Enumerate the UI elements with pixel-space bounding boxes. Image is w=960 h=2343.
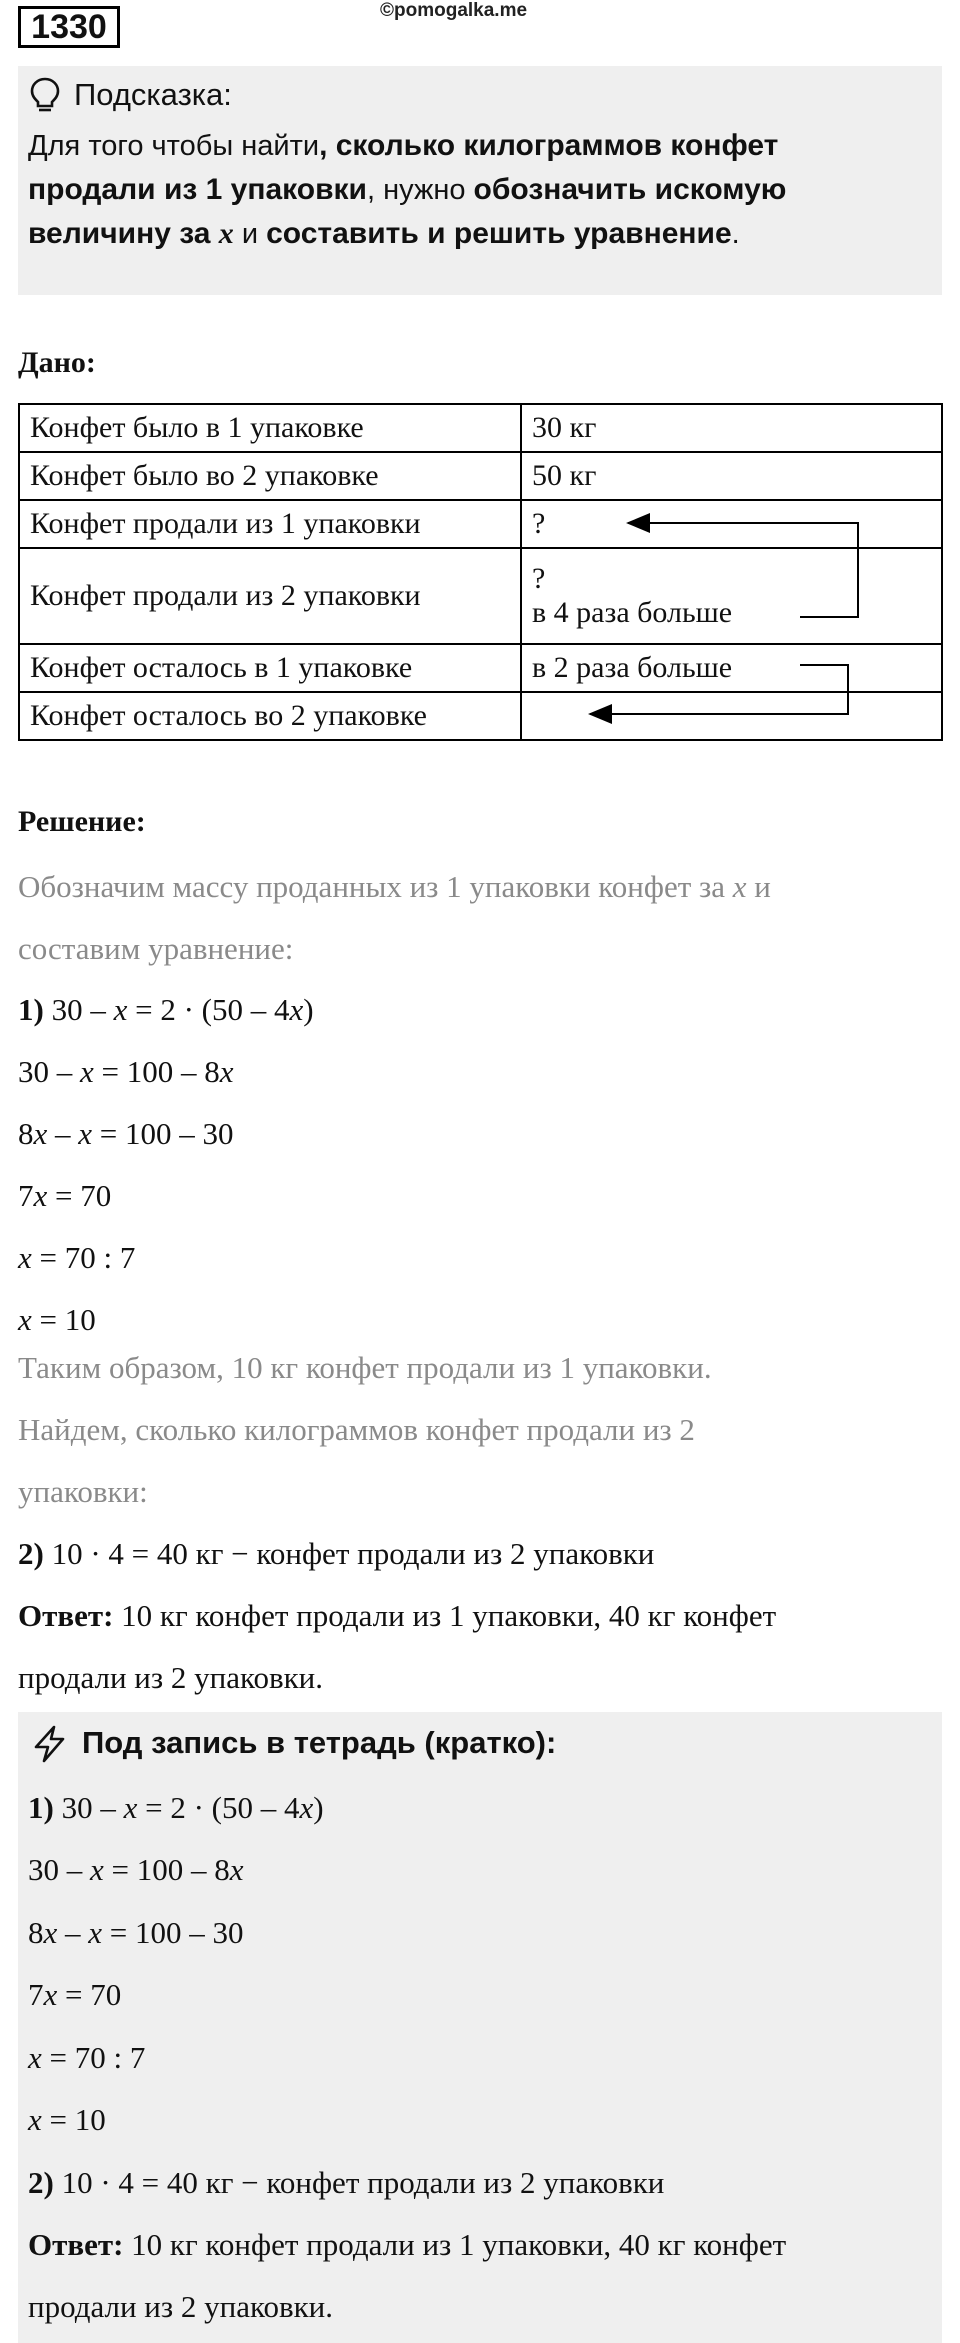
hint-text-bold: обозначить искомую	[473, 173, 787, 206]
answer-line-2: продали из 2 упаковки.	[18, 1660, 324, 1695]
table-row	[19, 644, 942, 692]
answer-text: 10 кг конфет продали из 1 упаковки, 40 кг конфет	[123, 2227, 787, 2262]
eq-part: = 2 · (50 – 4	[127, 992, 290, 1027]
note-equation-3	[28, 1913, 244, 1953]
variable-x: x	[28, 2040, 42, 2075]
variable-x: x	[33, 1178, 48, 1213]
variable-x: x	[18, 1302, 32, 1337]
variable-x: x	[732, 869, 747, 904]
variable-x: x	[113, 992, 128, 1027]
eq-part: 10 · 4 = 40 кг − конфет продали из 2 упаковки	[43, 1536, 655, 1571]
step-number: 1)	[18, 992, 44, 1027]
eq-part: = 100 – 30	[102, 1915, 244, 1950]
step-number: 2)	[18, 1536, 44, 1571]
step-number: 1)	[28, 1790, 54, 1825]
find-line-2: упаковки:	[18, 1474, 148, 1509]
equation-6	[18, 1300, 96, 1340]
eq-part: = 10	[41, 2102, 106, 2137]
hint-text-bold: продали из 1 упаковки	[28, 173, 367, 206]
hint-text-bold: величину за	[28, 217, 219, 250]
task-number: 1330	[18, 6, 120, 48]
eq-part: 7	[28, 1977, 44, 2012]
eq-part: = 100 – 8	[103, 1852, 230, 1887]
given-row-value: в 2 раза больше	[521, 644, 942, 692]
answer-text: 10 кг конфет продали из 1 упаковки, 40 кг конфет	[113, 1598, 777, 1633]
variable-x: x	[80, 1054, 94, 1089]
eq-part: )	[303, 992, 314, 1027]
given-value-line: ?	[532, 562, 546, 595]
watermark: ©pomogalka.me	[380, 0, 528, 21]
table-row	[19, 548, 942, 644]
table-row	[19, 404, 942, 452]
equation-2	[18, 1052, 234, 1092]
note-title: Под запись в тетрадь (кратко):	[82, 1725, 557, 1760]
step-2	[18, 1534, 654, 1574]
eq-part: = 70	[47, 1178, 112, 1213]
eq-part: 30 –	[28, 1852, 90, 1887]
equation-4	[18, 1176, 111, 1216]
variable-x: x	[33, 1116, 48, 1151]
eq-part: = 100 – 8	[93, 1054, 220, 1089]
text-part: Обозначим массу проданных из 1 упаковки конфет за	[18, 869, 733, 904]
given-row-label: Конфет осталось во 2 упаковке	[19, 692, 521, 740]
equation-1	[18, 990, 314, 1030]
solution-intro-2: составим уравнение:	[18, 931, 294, 966]
variable-x: x	[28, 2102, 42, 2137]
variable-x: x	[78, 1116, 93, 1151]
equation-5	[18, 1238, 135, 1278]
solution-label: Решение:	[18, 805, 146, 838]
eq-part: = 70 : 7	[41, 2040, 146, 2075]
hint-text-part: , нужно	[366, 174, 474, 206]
given-row-value: 30 кг	[521, 404, 942, 452]
note-equation-6	[28, 2100, 106, 2140]
given-row-label: Конфет было в 1 упаковке	[19, 404, 521, 452]
eq-part: –	[57, 1915, 89, 1950]
eq-part: = 70	[57, 1977, 122, 2012]
eq-part: 30 –	[53, 1790, 124, 1825]
eq-part: 30 –	[43, 992, 114, 1027]
eq-part: 8	[18, 1116, 34, 1151]
given-row-label: Конфет продали из 1 упаковки	[19, 500, 521, 548]
hint-text	[28, 124, 928, 256]
variable-x: x	[289, 992, 304, 1027]
hint-text-bold: , сколько килограммов конфет	[319, 129, 779, 162]
eq-part: = 70 : 7	[31, 1240, 136, 1275]
variable-x: x	[88, 1915, 103, 1950]
table-row	[19, 452, 942, 500]
lightbulb-icon	[28, 76, 62, 114]
given-table	[18, 403, 943, 741]
equation-3	[18, 1114, 234, 1154]
text-part: и	[746, 869, 771, 904]
given-label: Дано:	[18, 346, 96, 379]
given-row-value	[521, 692, 942, 740]
note-equation-5	[28, 2038, 145, 2078]
eq-part: 10 · 4 = 40 кг − конфет продали из 2 упаковки	[53, 2165, 665, 2200]
answer-label: Ответ:	[28, 2227, 124, 2262]
variable-x: x	[43, 1977, 58, 2012]
solution-intro	[18, 867, 771, 907]
given-row-value	[521, 548, 942, 644]
eq-part: = 100 – 30	[92, 1116, 234, 1151]
note-equation-4	[28, 1975, 121, 2015]
hint-title: Подсказка:	[74, 77, 232, 112]
lightning-icon	[30, 1724, 70, 1764]
note-step-2	[28, 2163, 664, 2203]
eq-part: 7	[18, 1178, 34, 1213]
find-line-1: Найдем, сколько килограммов конфет продали из 2	[18, 1412, 695, 1447]
variable-x: x	[219, 1054, 234, 1089]
hint-variable: x	[218, 217, 234, 250]
answer-line-1	[18, 1596, 776, 1636]
given-row-value: 50 кг	[521, 452, 942, 500]
note-equation-2	[28, 1850, 244, 1890]
hint-text-part: и	[233, 218, 267, 250]
hint-text-bold: составить и решить уравнение	[266, 217, 732, 250]
note-equation-1	[28, 1788, 324, 1828]
hint-text-part: Для того чтобы найти	[28, 130, 320, 162]
note-answer-line-1	[28, 2225, 786, 2265]
table-row	[19, 692, 942, 740]
table-row	[19, 500, 942, 548]
given-row-label: Конфет было во 2 упаковке	[19, 452, 521, 500]
variable-x: x	[123, 1790, 138, 1825]
variable-x: x	[18, 1240, 32, 1275]
note-answer-line-2: продали из 2 упаковки.	[28, 2289, 334, 2324]
conclusion: Таким образом, 10 кг конфет продали из 1 упаковки.	[18, 1350, 712, 1385]
eq-part: = 2 · (50 – 4	[137, 1790, 300, 1825]
variable-x: x	[229, 1852, 244, 1887]
hint-text-part: .	[731, 218, 740, 250]
eq-part: 30 –	[18, 1054, 80, 1089]
eq-part: –	[47, 1116, 79, 1151]
eq-part: = 10	[31, 1302, 96, 1337]
variable-x: x	[90, 1852, 104, 1887]
variable-x: x	[43, 1915, 58, 1950]
eq-part: 8	[28, 1915, 44, 1950]
eq-part: )	[313, 1790, 324, 1825]
given-row-label: Конфет осталось в 1 упаковке	[19, 644, 521, 692]
answer-label: Ответ:	[18, 1598, 114, 1633]
variable-x: x	[299, 1790, 314, 1825]
given-row-label: Конфет продали из 2 упаковки	[19, 548, 521, 644]
given-row-value: ?	[521, 500, 942, 548]
step-number: 2)	[28, 2165, 54, 2200]
given-value-line: в 4 раза больше	[532, 596, 733, 629]
